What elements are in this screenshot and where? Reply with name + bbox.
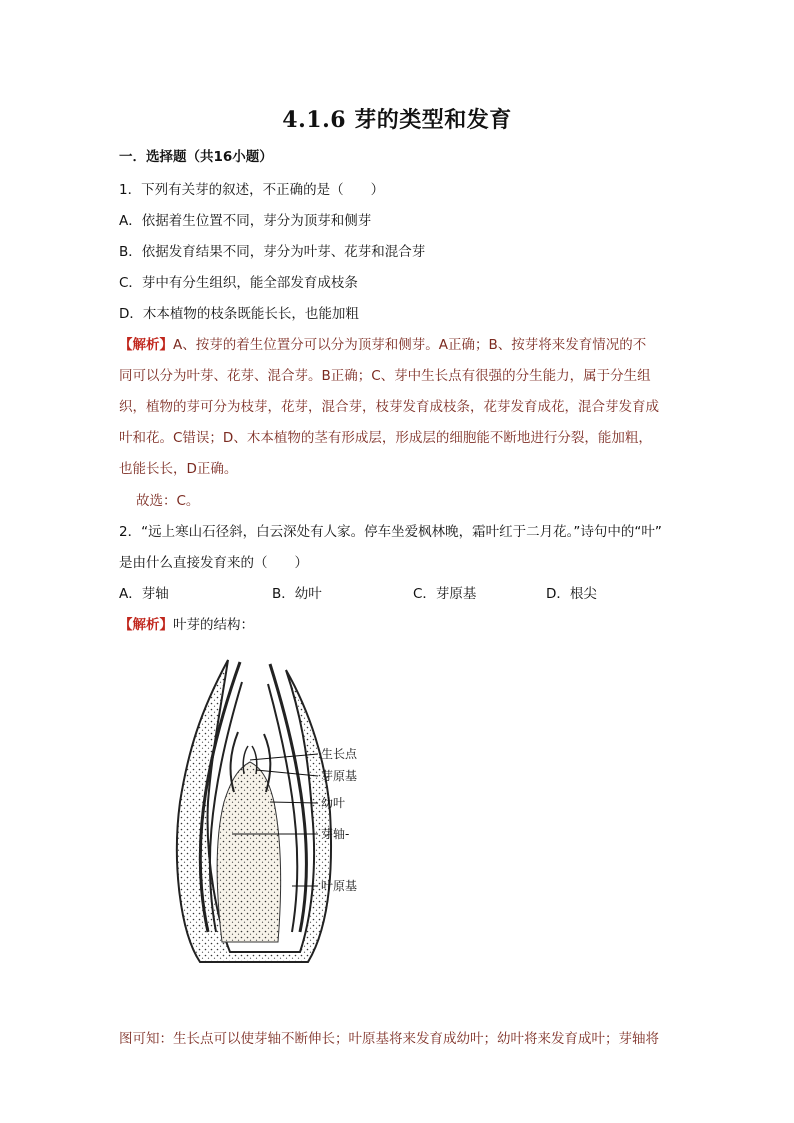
q2-analysis-intro (119, 613, 254, 633)
q1-analysis-line-1 (119, 333, 646, 353)
q2-option-d: D．根尖 (546, 586, 597, 602)
page-title: 4.1.6 芽的类型和发育 (282, 107, 512, 133)
analysis-text: A、按芽的着生位置分可以分为顶芽和侧芽。A正确；B、按芽将来发育情况的不 (173, 337, 647, 353)
label-growing-point: 生长点 (321, 747, 358, 761)
q1-option-d: D．木本植物的枝条既能长长，也能加粗 (119, 306, 359, 322)
q1-analysis-line-2: 同可以分为叶芽、花芽、混合芽。B正确；C、芽中生长点有很强的分生能力，属于分生组 (119, 368, 651, 384)
label-bud-primordium: 芽原基 (321, 769, 358, 783)
q2-stem-line-1: 2．“远上寒山石径斜，白云深处有人家。停车坐爱枫林晚，霜叶红于二月花。”诗句中的“叶” (119, 524, 662, 540)
q2-stem-line-2: 是由什么直接发育来的（ ） (119, 555, 308, 571)
label-bud-axis: 芽轴- (321, 827, 350, 841)
q1-option-b: B．依据发育结果不同，芽分为叶芽、花芽和混合芽 (119, 244, 426, 260)
q1-answer: 故选：C。 (136, 493, 200, 509)
analysis-text: 叶芽的结构： (173, 617, 254, 633)
q1-option-c: C．芽中有分生组织，能全部发育成枝条 (119, 275, 358, 291)
q1-analysis-line-3: 织，植物的芽可分为枝芽，花芽，混合芽，枝芽发育成枝条，花芽发育成花，混合芽发育成 (119, 399, 659, 415)
q2-option-a: A．芽轴 (119, 586, 169, 602)
q2-conclusion: 图可知：生长点可以使芽轴不断伸长；叶原基将来发育成幼叶；幼叶将来发育成叶；芽轴将 (119, 1031, 659, 1047)
q2-option-b: B．幼叶 (272, 586, 322, 602)
analysis-tag: 【解析】 (119, 337, 173, 353)
q2-option-c: C．芽原基 (413, 586, 477, 602)
analysis-tag: 【解析】 (119, 617, 173, 633)
section-heading: 一．选择题（共16小题） (119, 149, 273, 165)
label-leaf-primordium: 叶原基 (321, 879, 358, 893)
bud-axis (217, 762, 281, 942)
q1-analysis-line-4: 叶和花。C错误；D、木本植物的茎有形成层，形成层的细胞能不断地进行分裂，能加粗， (119, 430, 652, 446)
label-young-leaf: 幼叶 (321, 796, 346, 810)
q1-stem: 1．下列有关芽的叙述，不正确的是（ ） (119, 182, 385, 198)
q1-analysis-line-5: 也能长长，D正确。 (119, 461, 238, 477)
leaf-bud-diagram (150, 642, 400, 987)
q1-option-a: A．依据着生位置不同，芽分为顶芽和侧芽 (119, 213, 372, 229)
